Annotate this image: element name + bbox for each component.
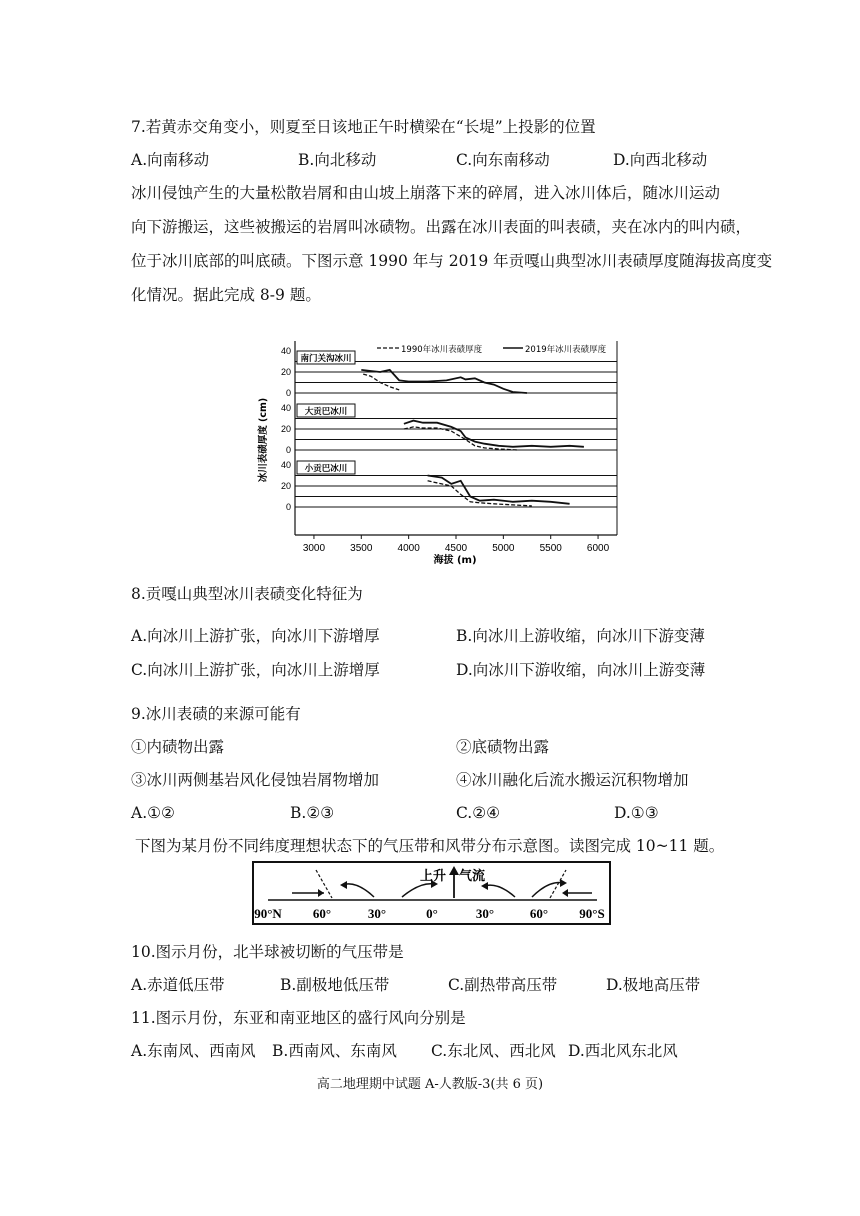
series-line-2019	[428, 476, 570, 504]
q9-option-d: D.①③	[614, 804, 659, 822]
y-tick-label: 0	[285, 502, 291, 512]
y-tick-label: 20	[280, 424, 291, 434]
latitude-label: 0°	[426, 906, 438, 921]
q8-option-a: A.向冰川上游扩张，向冰川下游增厚	[131, 627, 380, 645]
q9-item-3: ③冰川两侧基岩风化侵蚀岩屑物增加	[131, 771, 380, 789]
q10-option-d: D.极地高压带	[606, 976, 701, 994]
q7-stem: 7.若黄赤交角变小，则夏至日该地正午时横梁在“长堤”上投影的位置	[131, 118, 596, 136]
x-tick-label: 3500	[350, 543, 373, 554]
legend-label-1990: 1990年冰川表碛厚度	[401, 345, 483, 355]
passage1-line-4: 化情况。据此完成 8-9 题。	[131, 286, 321, 304]
y-tick-label: 40	[280, 403, 291, 413]
rising-air-arrow-icon	[449, 866, 459, 898]
q11-option-d: D.西北风东北风	[568, 1042, 678, 1060]
panel-name: 大贡巴冰川	[304, 407, 348, 417]
band-top-text: 上升	[420, 868, 447, 883]
y-tick-label: 40	[280, 346, 291, 356]
panel-name: 小贡巴冰川	[304, 464, 348, 474]
series-line-2019	[404, 421, 584, 447]
x-tick-label: 3000	[302, 543, 326, 554]
passage1-line-1: 冰川侵蚀产生的大量松散岩屑和由山坡上崩落下来的碎屑，进入冰川体后，随冰川运动	[131, 184, 721, 202]
q9-item-4: ④冰川融化后流水搬运沉积物增加	[456, 771, 689, 789]
q7-option-a: A.向南移动	[131, 151, 210, 169]
q7-option-d: D.向西北移动	[613, 151, 708, 169]
latitude-label: 60°	[312, 906, 332, 921]
q7-option-c: C.向东南移动	[456, 151, 550, 169]
y-tick-label: 40	[280, 460, 291, 470]
q8-option-c: C.向冰川上游扩张，向冰川上游增厚	[131, 661, 380, 679]
passage1-line-3: 位于冰川底部的叫底碛。下图示意 1990 年与 2019 年贡嘎山典型冰川表碛厚度随海拔高度变	[131, 252, 773, 270]
q10-stem: 10.图示月份，北半球被切断的气压带是	[131, 943, 404, 961]
latitude-label: 30°	[475, 906, 495, 921]
q8-stem: 8.贡嘎山典型冰川表碛变化特征为	[131, 585, 363, 603]
q9-stem: 9.冰川表碛的来源可能有	[131, 705, 301, 723]
x-axis-label: 海拔 (m)	[433, 555, 477, 565]
q8-option-d: D.向冰川下游收缩，向冰川上游变薄	[456, 661, 706, 679]
arrow-icon	[562, 889, 592, 897]
y-tick-label: 20	[280, 367, 291, 377]
band-top-text-2: 气流	[459, 868, 486, 883]
x-tick-label: 5000	[492, 543, 515, 554]
q11-option-b: B.西南风、东南风	[272, 1042, 397, 1060]
q10-option-c: C.副热带高压带	[448, 976, 558, 994]
y-axis-label: 冰川表碛厚度 (cm)	[258, 397, 269, 483]
q11-option-c: C.东北风、西北风	[431, 1042, 556, 1060]
q9-item-1: ①内碛物出露	[131, 738, 225, 756]
x-tick-label: 4500	[444, 543, 468, 554]
q9-item-2: ②底碛物出露	[456, 738, 550, 756]
x-tick-label: 5500	[539, 543, 562, 554]
y-tick-label: 0	[285, 445, 291, 455]
latitude-label: 90°N	[254, 906, 282, 921]
pressure-wind-band-figure	[252, 860, 612, 926]
page-footer: 高二地理期中试题 A-人教版-3(共 6 页)	[316, 1077, 544, 1092]
q7-option-b: B.向北移动	[298, 151, 377, 169]
legend-label-2019: 2019年冰川表碛厚度	[525, 345, 607, 355]
passage2: 下图为某月份不同纬度理想状态下的气压带和风带分布示意图。读图完成 10~11 题。	[135, 837, 725, 855]
latitude-label: 90°S	[579, 906, 605, 921]
panel-name: 南门关沟冰川	[300, 354, 352, 364]
y-tick-label: 0	[285, 388, 291, 398]
latitude-label: 60°	[529, 906, 549, 921]
q11-option-a: A.东南风、西南风	[131, 1042, 256, 1060]
latitude-label: 30°	[367, 906, 387, 921]
q10-option-b: B.副极地低压带	[280, 976, 390, 994]
glacier-debris-chart	[255, 335, 620, 565]
arrow-icon	[292, 889, 324, 897]
q10-option-a: A.赤道低压带	[131, 976, 225, 994]
q9-option-c: C.②④	[456, 804, 501, 822]
q8-option-b: B.向冰川上游收缩，向冰川下游变薄	[456, 627, 705, 645]
q9-option-a: A.①②	[131, 804, 175, 822]
x-tick-label: 4000	[397, 543, 420, 554]
y-tick-label: 20	[280, 481, 291, 491]
q11-stem: 11.图示月份，东亚和南亚地区的盛行风向分别是	[131, 1009, 466, 1027]
passage1-line-2: 向下游搬运，这些被搬运的岩屑叫冰碛物。出露在冰川表面的叫表碛，夹在冰内的叫内碛，	[131, 218, 752, 236]
series-line-2019	[361, 370, 527, 393]
x-tick-label: 6000	[586, 543, 610, 554]
q9-option-b: B.②③	[290, 804, 335, 822]
